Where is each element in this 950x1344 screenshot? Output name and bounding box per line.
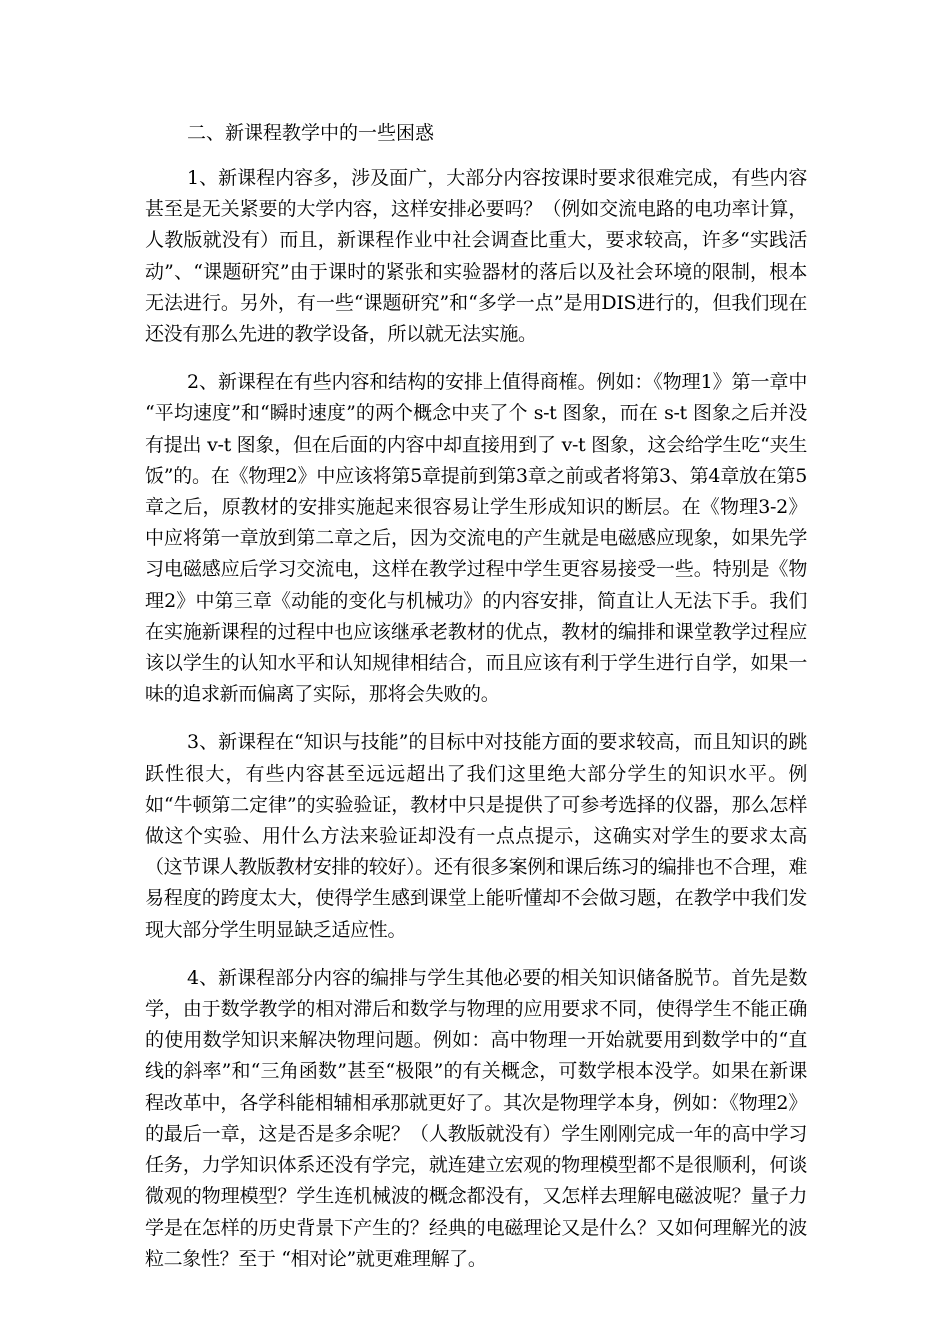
document-page [145, 118, 807, 1292]
paragraph-1: 1、新课程内容多，涉及面广，大部分内容按课时要求很难完成，有些内容甚至是无关紧要的大学内容，这样安排必要吗？（例如交流电路的电功率计算，人教版就没有）而且，新课程作业中社会调查比重大，要求较高，许多“实践活动”、“课题研究”由于课时的紧张和实验器材的落后以及社会环境的限制，根本无法进行。另外，有一些“课题研究”和“多学一点”是用DIS进行的，但我们现在还没有那么先进的教学设备，所以就无法实施。 [145, 167, 807, 346]
paragraph-3: 3、新课程在“知识与技能”的目标中对技能方面的要求较高，而且知识的跳跃性很大，有些内容甚至远远超出了我们这里绝大部分学生的知识水平。例如“牛顿第二定律”的实验验证，教材中只是提供了可参考选择的仪器，那么怎样做这个实验、用什么方法来验证却没有一点点提示，这确实对学生的要求太高（这节课人教版教材安排的较好）。还有很多案例和课后练习的编排也不合理，难易程度的跨度太大，使得学生感到课堂上能听懂却不会做习题，在教学中我们发现大部分学生明显缺乏适应性。 [145, 731, 807, 941]
paragraph-4: 4、新课程部分内容的编排与学生其他必要的相关知识储备脱节。首先是数学，由于数学教学的相对滞后和数学与物理的应用要求不同，使得学生不能正确的使用数学知识来解决物理问题。例如：高中物理一开始就要用到数学中的“直线的斜率”和“三角函数”甚至“极限”的有关概念，可数学根本没学。如果在新课程改革中，各学科能相辅相承那就更好了。其次是物理学本身，例如：《物理2》的最后一章，这是否是多余呢？（人教版就没有）学生刚刚完成一年的高中学习任务，力学知识体系还没有学完，就连建立宏观的物理模型都不是很顺利，何谈微观的物理模型？学生连机械波的概念都没有，又怎样去理解电磁波呢？量子力学是在怎样的历史背景下产生的？经典的电磁理论又是什么？又如何理解光的波粒二象性？至于 “相对论”就更难理解了。 [145, 966, 807, 1270]
section-heading: 二、新课程教学中的一些困惑 [187, 122, 435, 144]
paragraph-2: 2、新课程在有些内容和结构的安排上值得商榷。例如：《物理1》第一章中 “平均速度”和“瞬时速度”的两个概念中夹了个 s-t 图象，而在 s-t 图象之后并没有提出 v-t 图象，但在后面的内容中却直接用到了 v-t 图象，这会给学生吃“夹生饭”的。在《物理2》中应该将第5章提前到第3章之前或者将第3、第4章放在第5章之后，原教材的安排实施起来很容易让学生形成知识的断层。在《物理3-2》中应将第一章放到第二章之后，因为交流电的产生就是电磁感应现象，如果先学习电磁感应后学习交流电，这样在教学过程中学生更容易接受一些。特别是《物理2》中第三章《动能的变化与机械功》的内容安排，简直让人无法下手。我们在实施新课程的过程中也应该继承老教材的优点，教材的编排和课堂教学过程应该以学生的认知水平和认知规律相结合，而且应该有利于学生进行自学，如果一味的追求新而偏离了实际，那将会失败的。 [145, 371, 807, 706]
